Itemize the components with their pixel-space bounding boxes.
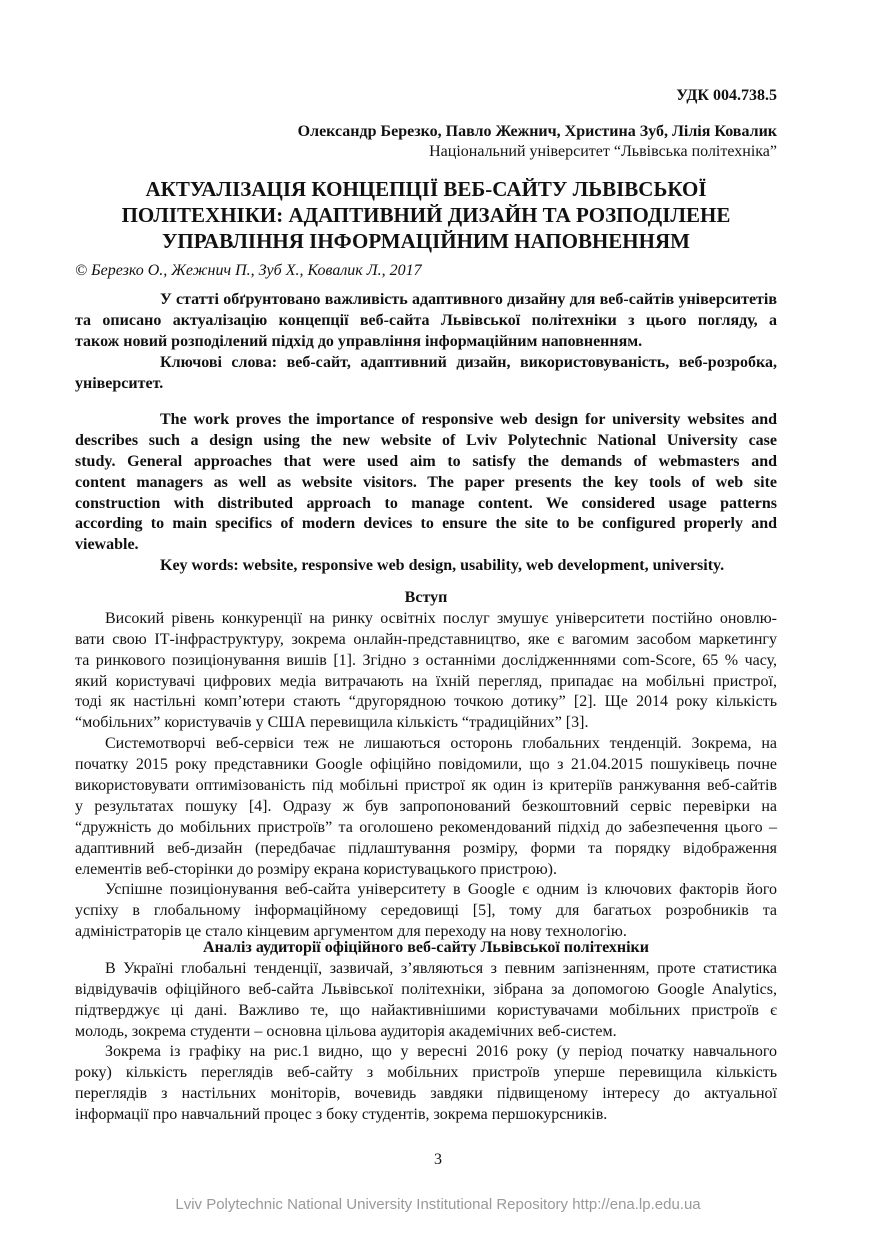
text-line: відвідувачів офіційного веб-сайта Львівської політехніки, зібрана за допомогою Google Analytics, (75, 980, 777, 998)
text-line: та описано актуалізацію концепції веб-сайта Львівської політехніки з цього погляду, а (75, 311, 777, 329)
title-line: УПРАВЛІННЯ ІНФОРМАЦІЙНИМ НАПОВНЕННЯМ (162, 229, 690, 253)
keywords-en: Key words: website, responsive web design, usability, web development, university. (160, 557, 725, 575)
text-line: елементів веб-сторінки до розміру екрана користувацького пристрою). (75, 860, 557, 878)
paper-title (75, 176, 777, 254)
authors: Олександр Березко, Павло Жежнич, Христина Зуб, Лілія Ковалик (297, 123, 777, 140)
keywords-ua: університет. (75, 374, 164, 392)
text-line: “мобільних” користувачів у США перевищила кількість “традиційних” [3]. (75, 714, 589, 732)
section-heading: Аналіз аудиторії офіційного веб-сайту Львівської політехніки (203, 939, 649, 956)
title-line: ПОЛІТЕХНІКИ: АДАПТИВНИЙ ДИЗАЙН ТА РОЗПОДІЛЕНЕ (121, 203, 731, 227)
text-line: describes such a design using the new website of Lviv Polytechnic National University case (75, 431, 777, 449)
text-line: content managers as well as website visitors. The paper presents the key tools of web site (75, 473, 777, 491)
text-line: інформації про навчальний процес з боку студентів, зокрема першокурсників. (75, 1106, 608, 1124)
text-line: В Україні глобальні тенденції, зазвичай, з’являються з певним запізненням, проте статистика (105, 959, 777, 977)
copyright: © Березко О., Жежнич П., Зуб Х., Ковалик Л., 2017 (75, 262, 422, 279)
text-line: та ринкового позиціонування вишів [1]. Згідно з останніми дослідженннями com-Score, 65 % часу, (75, 651, 777, 669)
text-line: початку 2015 року представники Google офіційно повідомили, що з 21.04.2015 пошуківець почне (75, 756, 777, 774)
text-line: адаптивний веб-дизайн (передбачає підлаштування розміру, форми та порядку відображення (75, 839, 777, 857)
keywords-ua: Ключові слова: веб-сайт, адаптивний дизайн, використовуваність, веб-розробка, (160, 353, 777, 371)
text-line: успіху в глобальному інформаційному середовищі [5], тому для багатьох розробників та (75, 902, 777, 920)
repository-footer: Lviv Polytechnic National University Institutional Repository http://ena.lp.edu.ua (175, 1196, 701, 1213)
page-number: 3 (434, 1151, 442, 1168)
affiliation: Національний університет “Львівська політехніка” (429, 143, 777, 160)
text-line: construction with distributed approach to manage content. We considered usage patterns (75, 494, 777, 512)
text-line: тоді як настільні комп’ютери стають “другорядною точкою дотику” [2]. Ще 2014 року кількість (75, 693, 777, 711)
udk-code: УДК 004.738.5 (676, 87, 777, 104)
text-line: The work proves the importance of responsive web design for university websites and (160, 411, 777, 428)
title-line: АКТУАЛІЗАЦІЯ КОНЦЕПЦІЇ ВЕБ-САЙТУ ЛЬВІВСЬКОЇ (145, 177, 707, 201)
abstract-en (75, 410, 777, 577)
text-line: according to main specifics of modern devices to ensure the site to be configured properly and (75, 515, 777, 533)
text-line: “дружність до мобільних пристроїв” та оголошено рекомендований підхід до забезпечення цього – (75, 818, 777, 836)
text-line: вати свою ІТ-інфраструктуру, зокрема онлайн-представництво, яке є вагомим засобом маркетингу (75, 630, 777, 648)
text-line: також новий розподілений підхід до управління інформаційним наповненням. (75, 332, 643, 350)
text-line: який користувачі цифрових медіа витрачають на їхній перегляд, припадає на мобільні пристрої, (75, 672, 777, 690)
text-line: Системотворчі веб-сервіси теж не лишаються осторонь глобальних тенденцій. Зокрема, на (105, 735, 777, 753)
text-line: Успішне позиціонування веб-сайта університету в Google є одним із ключових факторів його (105, 881, 777, 899)
section-audience-analysis (75, 938, 777, 1126)
text-line: року) кількість переглядів веб-сайту з мобільних пристроїв уперше перевищила кількість (75, 1064, 777, 1082)
text-line: переглядів з настільних моніторів, вочевидь завдяки підвищеному інтересу до актуальної (75, 1085, 777, 1103)
text-line: viewable. (75, 536, 139, 554)
text-line: адміністраторів це стало кінцевим аргументом для переходу на нову технологію. (75, 923, 627, 941)
text-line: study. General approaches that were used aim to satisfy the demands of webmasters and (75, 452, 777, 470)
section-introduction (75, 588, 777, 943)
text-line: Зокрема із графіку на рис.1 видно, що у вересні 2016 року (у період початку навчального (105, 1043, 777, 1061)
text-line: підтверджує ці дані. Важливо те, що найактивнішими користувачами мобільних пристроїв є (75, 1001, 777, 1019)
abstract-ua (75, 290, 777, 394)
text-line: молодь, зокрема студенти – основна цільова аудиторія академічних веб-систем. (75, 1022, 617, 1040)
text-line: Високий рівень конкуренції на ринку освітніх послуг змушує університети постійно оновлю- (105, 609, 777, 627)
section-heading: Вступ (404, 589, 448, 606)
text-line: У статті обґрунтовано важливість адаптивного дизайну для веб-сайтів університетів (160, 291, 777, 308)
text-line: використовувати оптимізованість під мобільні пристрої як один із критеріїв ранжування веб-сайтів (75, 777, 777, 795)
text-line: у результатах пошуку [4]. Одразу ж був запропонований безкоштовний сервіс перевірки на (75, 797, 777, 815)
